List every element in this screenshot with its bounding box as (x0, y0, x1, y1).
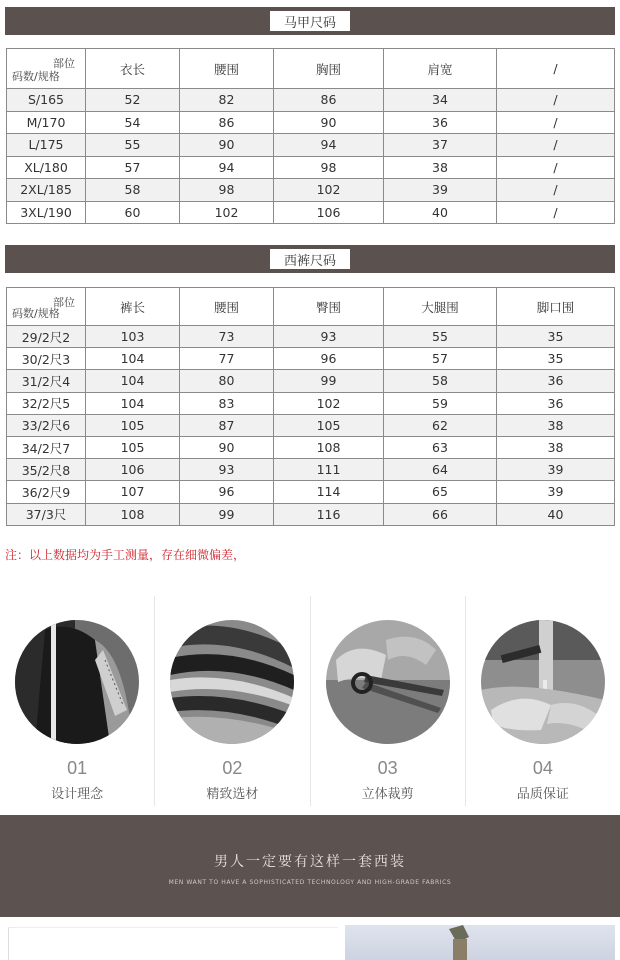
measurement-cell: 38 (384, 156, 497, 179)
feature-number: 02 (222, 758, 243, 778)
measurement-cell: 39 (497, 481, 615, 503)
measurement-cell: 96 (274, 348, 384, 370)
measurement-cell: 35 (497, 326, 615, 348)
banner-subtitle: MEN WANT TO HAVE A SOPHISTICATED TECHNOLOGY AND HIGH-GRADE FABRICS (168, 878, 452, 886)
feature-label: 品质保证 (516, 787, 569, 802)
feature-number: 04 (532, 758, 553, 778)
measurement-cell: 40 (497, 503, 615, 525)
measurement-cell: 86 (180, 111, 274, 134)
table-row (7, 201, 615, 224)
measurement-cell: 102 (274, 392, 384, 414)
measurement-cell: 104 (86, 348, 180, 370)
measurement-cell: 65 (384, 481, 497, 503)
column-header: 大腿围 (384, 288, 497, 326)
size-cell: 34/2尺7 (7, 436, 86, 458)
pants-size-table (6, 287, 615, 526)
features-row (0, 596, 620, 806)
measurement-cell: 39 (497, 459, 615, 481)
measurement-cell: / (497, 134, 615, 157)
measurement-cell: 87 (180, 414, 274, 436)
table-row (7, 134, 615, 157)
table-row (7, 348, 615, 370)
bottom-content-strip (0, 917, 620, 960)
measurement-cell: 102 (180, 201, 274, 224)
measurement-cell: 55 (384, 326, 497, 348)
measurement-cell: 62 (384, 414, 497, 436)
measurement-cell: 37 (384, 134, 497, 157)
table-row (7, 503, 615, 525)
feature-item-quality (466, 596, 620, 806)
feature-item-material (155, 596, 310, 806)
measurement-cell: / (497, 179, 615, 202)
banner-title: 男人一定要有这样一套西装 (214, 853, 406, 870)
measurement-cell: 39 (384, 179, 497, 202)
table-row (7, 481, 615, 503)
scissors-cutting-photo-icon (326, 620, 450, 744)
column-header: 衣长 (86, 49, 180, 89)
corner-part-label: 部位 (53, 57, 75, 70)
sewing-machine-photo-icon (481, 620, 605, 744)
column-header: 臀围 (274, 288, 384, 326)
vest-size-title: 马甲尺码 (269, 10, 351, 32)
measurement-cell: 80 (180, 370, 274, 392)
measurement-cell: 107 (86, 481, 180, 503)
table-corner-cell (7, 49, 86, 89)
table-row (7, 459, 615, 481)
measurement-cell: 58 (86, 179, 180, 202)
measurement-cell: 36 (497, 370, 615, 392)
table-row (7, 156, 615, 179)
tailor-measuring-photo-icon (15, 620, 139, 744)
measurement-cell: 73 (180, 326, 274, 348)
measurement-cell: 108 (274, 436, 384, 458)
measurement-cell: 55 (86, 134, 180, 157)
size-cell: 36/2尺9 (7, 481, 86, 503)
column-header: / (497, 49, 615, 89)
measurement-cell: 90 (274, 111, 384, 134)
table-row (7, 436, 615, 458)
measurement-cell: 60 (86, 201, 180, 224)
feature-item-design (0, 596, 155, 806)
measurement-cell: 114 (274, 481, 384, 503)
measurement-cell: 98 (274, 156, 384, 179)
slogan-banner (0, 815, 620, 917)
measurement-cell: 90 (180, 436, 274, 458)
product-image-right (345, 925, 615, 960)
measurement-cell: 52 (86, 89, 180, 112)
vest-size-header-bar (5, 7, 615, 35)
pants-size-header-bar (5, 245, 615, 273)
measurement-cell: 104 (86, 392, 180, 414)
feature-label: 立体裁剪 (361, 787, 414, 802)
measurement-cell: 38 (497, 436, 615, 458)
measurement-cell: 96 (180, 481, 274, 503)
column-header: 裤长 (86, 288, 180, 326)
table-row (7, 111, 615, 134)
size-cell: L/175 (7, 134, 86, 157)
pants-size-title: 西裤尺码 (269, 248, 351, 270)
measurement-cell: / (497, 156, 615, 179)
measurement-cell: 63 (384, 436, 497, 458)
fabric-photo-icon (170, 620, 294, 744)
measurement-cell: 98 (180, 179, 274, 202)
table-row (7, 392, 615, 414)
table-corner-cell (7, 288, 86, 326)
product-image-left (8, 927, 338, 960)
measurement-note: 注：以上数据均为手工测量，存在细微偏差， (5, 548, 246, 562)
measurement-cell: 38 (497, 414, 615, 436)
column-header: 肩宽 (384, 49, 497, 89)
column-header: 腰围 (180, 49, 274, 89)
vest-size-table (6, 48, 615, 224)
corner-part-label: 部位 (53, 296, 75, 309)
measurement-cell: 105 (274, 414, 384, 436)
measurement-cell: 108 (86, 503, 180, 525)
measurement-cell: 40 (384, 201, 497, 224)
measurement-cell: 94 (274, 134, 384, 157)
table-row (7, 89, 615, 112)
size-cell: 30/2尺3 (7, 348, 86, 370)
measurement-cell: 34 (384, 89, 497, 112)
table-row (7, 370, 615, 392)
size-cell: M/170 (7, 111, 86, 134)
feature-number: 03 (377, 758, 398, 778)
measurement-cell: 116 (274, 503, 384, 525)
size-cell: 35/2尺8 (7, 459, 86, 481)
measurement-cell: 82 (180, 89, 274, 112)
measurement-cell: 105 (86, 436, 180, 458)
measurement-cell: 94 (180, 156, 274, 179)
measurement-cell: 58 (384, 370, 497, 392)
table-row (7, 326, 615, 348)
feature-label: 设计理念 (51, 787, 104, 802)
size-cell: 32/2尺5 (7, 392, 86, 414)
measurement-cell: 90 (180, 134, 274, 157)
size-cell: 33/2尺6 (7, 414, 86, 436)
measurement-cell: 66 (384, 503, 497, 525)
table-row (7, 414, 615, 436)
measurement-cell: 36 (384, 111, 497, 134)
measurement-cell: 111 (274, 459, 384, 481)
measurement-cell: 105 (86, 414, 180, 436)
measurement-cell: 35 (497, 348, 615, 370)
measurement-cell: 99 (274, 370, 384, 392)
measurement-cell: 64 (384, 459, 497, 481)
feature-label: 精致选材 (206, 787, 259, 802)
measurement-cell: 99 (180, 503, 274, 525)
measurement-cell: 106 (86, 459, 180, 481)
size-cell: XL/180 (7, 156, 86, 179)
feature-item-cutting (311, 596, 466, 806)
measurement-cell: 93 (180, 459, 274, 481)
column-header: 胸围 (274, 49, 384, 89)
feature-number: 01 (67, 758, 88, 778)
measurement-cell: 86 (274, 89, 384, 112)
measurement-cell: / (497, 89, 615, 112)
measurement-cell: / (497, 111, 615, 134)
measurement-cell: 93 (274, 326, 384, 348)
size-cell: 37/3尺 (7, 503, 86, 525)
column-header: 脚口围 (497, 288, 615, 326)
table-header-row (7, 49, 615, 89)
size-cell: 31/2尺4 (7, 370, 86, 392)
table-row (7, 179, 615, 202)
measurement-cell: 54 (86, 111, 180, 134)
measurement-cell: 83 (180, 392, 274, 414)
measurement-cell: 77 (180, 348, 274, 370)
measurement-cell: 36 (497, 392, 615, 414)
measurement-cell: 57 (86, 156, 180, 179)
bottle-cap-icon (345, 925, 615, 960)
size-cell: 2XL/185 (7, 179, 86, 202)
measurement-cell: 103 (86, 326, 180, 348)
corner-size-label: 码数/规格 (12, 307, 60, 320)
size-cell: 29/2尺2 (7, 326, 86, 348)
column-header: 腰围 (180, 288, 274, 326)
measurement-cell: / (497, 201, 615, 224)
size-cell: 3XL/190 (7, 201, 86, 224)
table-header-row (7, 288, 615, 326)
measurement-cell: 106 (274, 201, 384, 224)
size-cell: S/165 (7, 89, 86, 112)
measurement-cell: 104 (86, 370, 180, 392)
measurement-cell: 59 (384, 392, 497, 414)
measurement-cell: 57 (384, 348, 497, 370)
corner-size-label: 码数/规格 (12, 70, 60, 83)
measurement-cell: 102 (274, 179, 384, 202)
